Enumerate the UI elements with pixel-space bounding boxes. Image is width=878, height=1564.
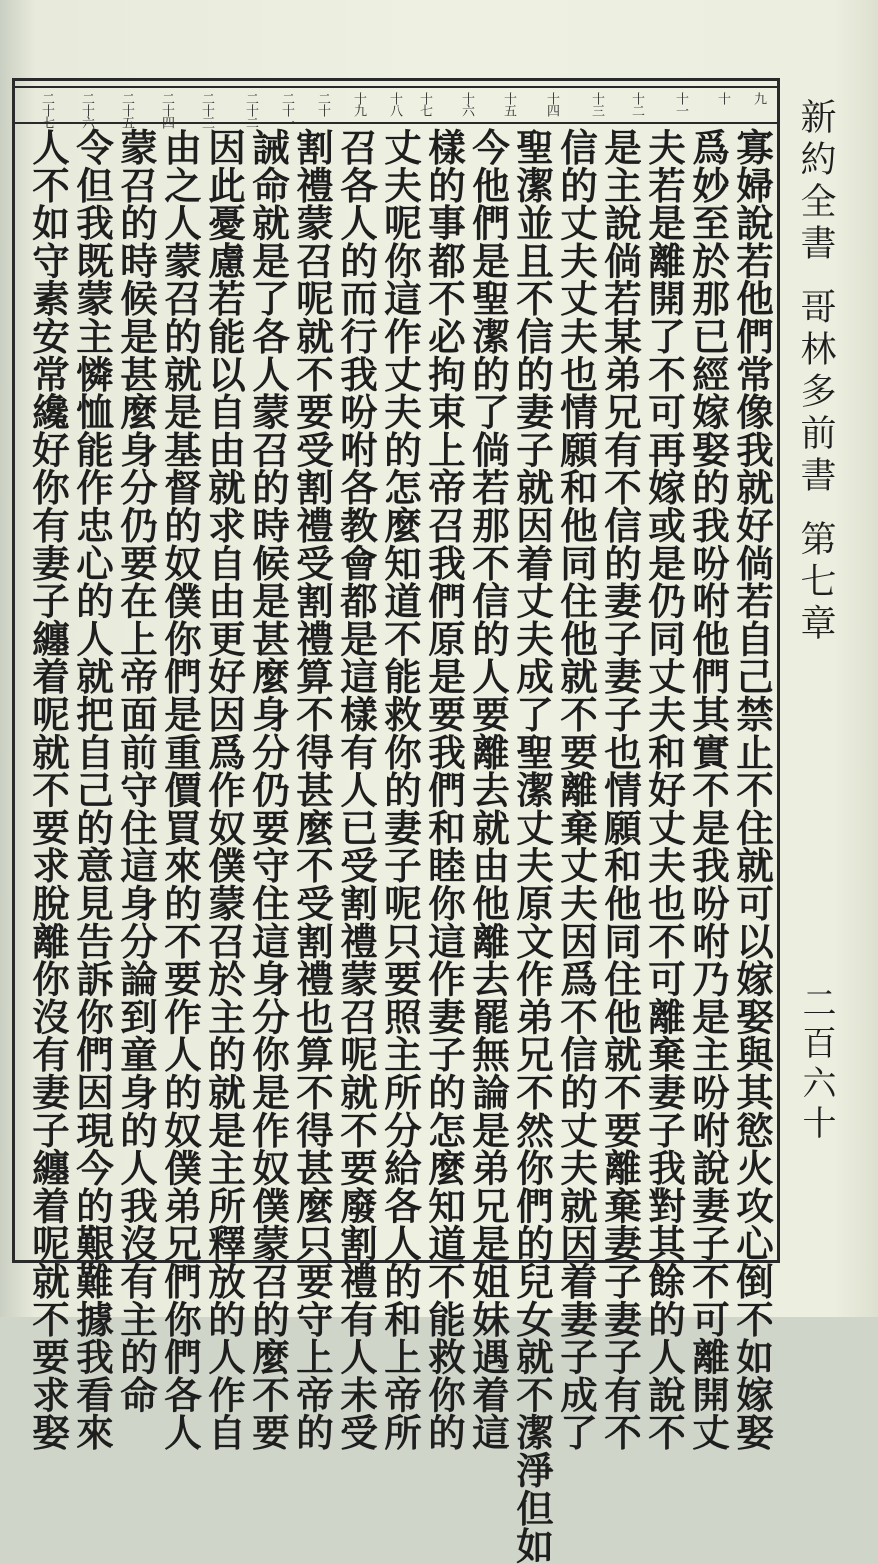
verse-number: 二十三 (199, 92, 214, 128)
text-column: 寡婦說若他們常像我就好倘若自己禁止不住就可以嫁娶與其慾火攻心倒不如嫁娶 (730, 128, 774, 1451)
verse-number: 十五 (501, 92, 516, 116)
verse-number: 二十二 (243, 92, 258, 128)
verse-number: 十七 (417, 92, 432, 116)
text-column: 由之人蒙召的就是基督的奴僕你們是重價買來的不要作人的奴僕弟兄們你們各人 (158, 128, 202, 1451)
verse-number: 九 (751, 92, 766, 104)
page-number: 二百六十 (796, 985, 836, 1145)
text-column: 誡命就是了各人蒙召的時候是甚麼身分仍要守住這身分你是作奴僕蒙召的麼不要 (246, 128, 290, 1451)
verse-number: 二十七 (39, 92, 54, 128)
verse-number: 二十一 (279, 92, 294, 128)
text-column: 樣的事都不必拘束上帝召我們原是要我們和睦你這作妻子的怎麼知道不能救你的 (422, 128, 466, 1451)
verse-number: 十一 (673, 92, 688, 116)
scripture-text-block (15, 126, 777, 1564)
text-column: 令但我既蒙主憐恤能作忠心的人就把自己的意見告訴你們因現今的艱難據我看來 (70, 128, 114, 1451)
verse-number: 二十五 (119, 92, 134, 128)
verse-number: 十四 (544, 92, 559, 116)
verse-number: 十三 (589, 92, 604, 116)
verse-number: 十二 (629, 92, 644, 116)
verse-number: 二十 (315, 92, 330, 116)
text-column: 丈夫呢你這作丈夫的怎麼知道不能救你的妻子呢只要照主所分給各人的和上帝所 (378, 128, 422, 1451)
text-column: 爲妙至於那已經嫁娶的我吩咐他們其實不是我吩咐乃是主吩咐說妻子不可離開丈 (686, 128, 730, 1451)
section-title: 哥林多前書 (795, 288, 836, 498)
chapter-title: 第七章 (795, 520, 836, 646)
verse-number: 二十六 (79, 92, 94, 128)
verse-number: 二十四 (159, 92, 174, 128)
book-title: 新約全書 (795, 98, 836, 266)
text-column: 蒙召的時候是甚麼身分仍要在上帝面前守住這身分論到童身的人我沒有主的命 (114, 128, 158, 1414)
verse-number: 十九 (351, 92, 366, 116)
text-column: 因此憂慮若能以自由就求自由更好因爲作奴僕蒙召於主的就是主所釋放的人作自 (202, 128, 246, 1451)
verse-number: 十六 (459, 92, 474, 116)
frame-top-rule (12, 86, 780, 88)
verse-number: 十八 (387, 92, 402, 116)
text-column: 是主說倘若某弟兄有不信的妻子妻子也情願和他同住他就不要離棄妻子妻子有不 (598, 128, 642, 1451)
text-column: 信的丈夫丈夫也情願和他同住他就不要離棄丈夫因爲不信的丈夫就因着妻子成了 (554, 128, 598, 1451)
verse-number: 十 (715, 92, 730, 104)
text-column: 聖潔並且不信的妻子就因着丈夫成了聖潔丈夫原文作弟兄不然你們的兒女就不潔淨但如 (510, 128, 554, 1564)
text-column: 召各人的而行我吩咐各教會都是這樣有人已受割禮蒙召呢就不要廢割禮有人未受 (334, 128, 378, 1451)
running-header (790, 98, 841, 646)
text-column: 夫若是離開了不可再嫁或是仍同丈夫和好丈夫也不可離棄妻子我對其餘的人說不 (642, 128, 686, 1451)
text-column: 割禮蒙召呢就不要受割禮受割禮算不得甚麼不受割禮也算不得甚麼只要守上帝的 (290, 128, 334, 1451)
text-column: 人不如守素安常纔好你有妻子纏着呢就不要求脫離你沒有妻子纏着呢就不要求娶 (26, 128, 70, 1451)
text-column: 今他們是聖潔的了倘若那不信的人要離去就由他離去罷無論是弟兄是姐妹遇着這 (466, 128, 510, 1451)
